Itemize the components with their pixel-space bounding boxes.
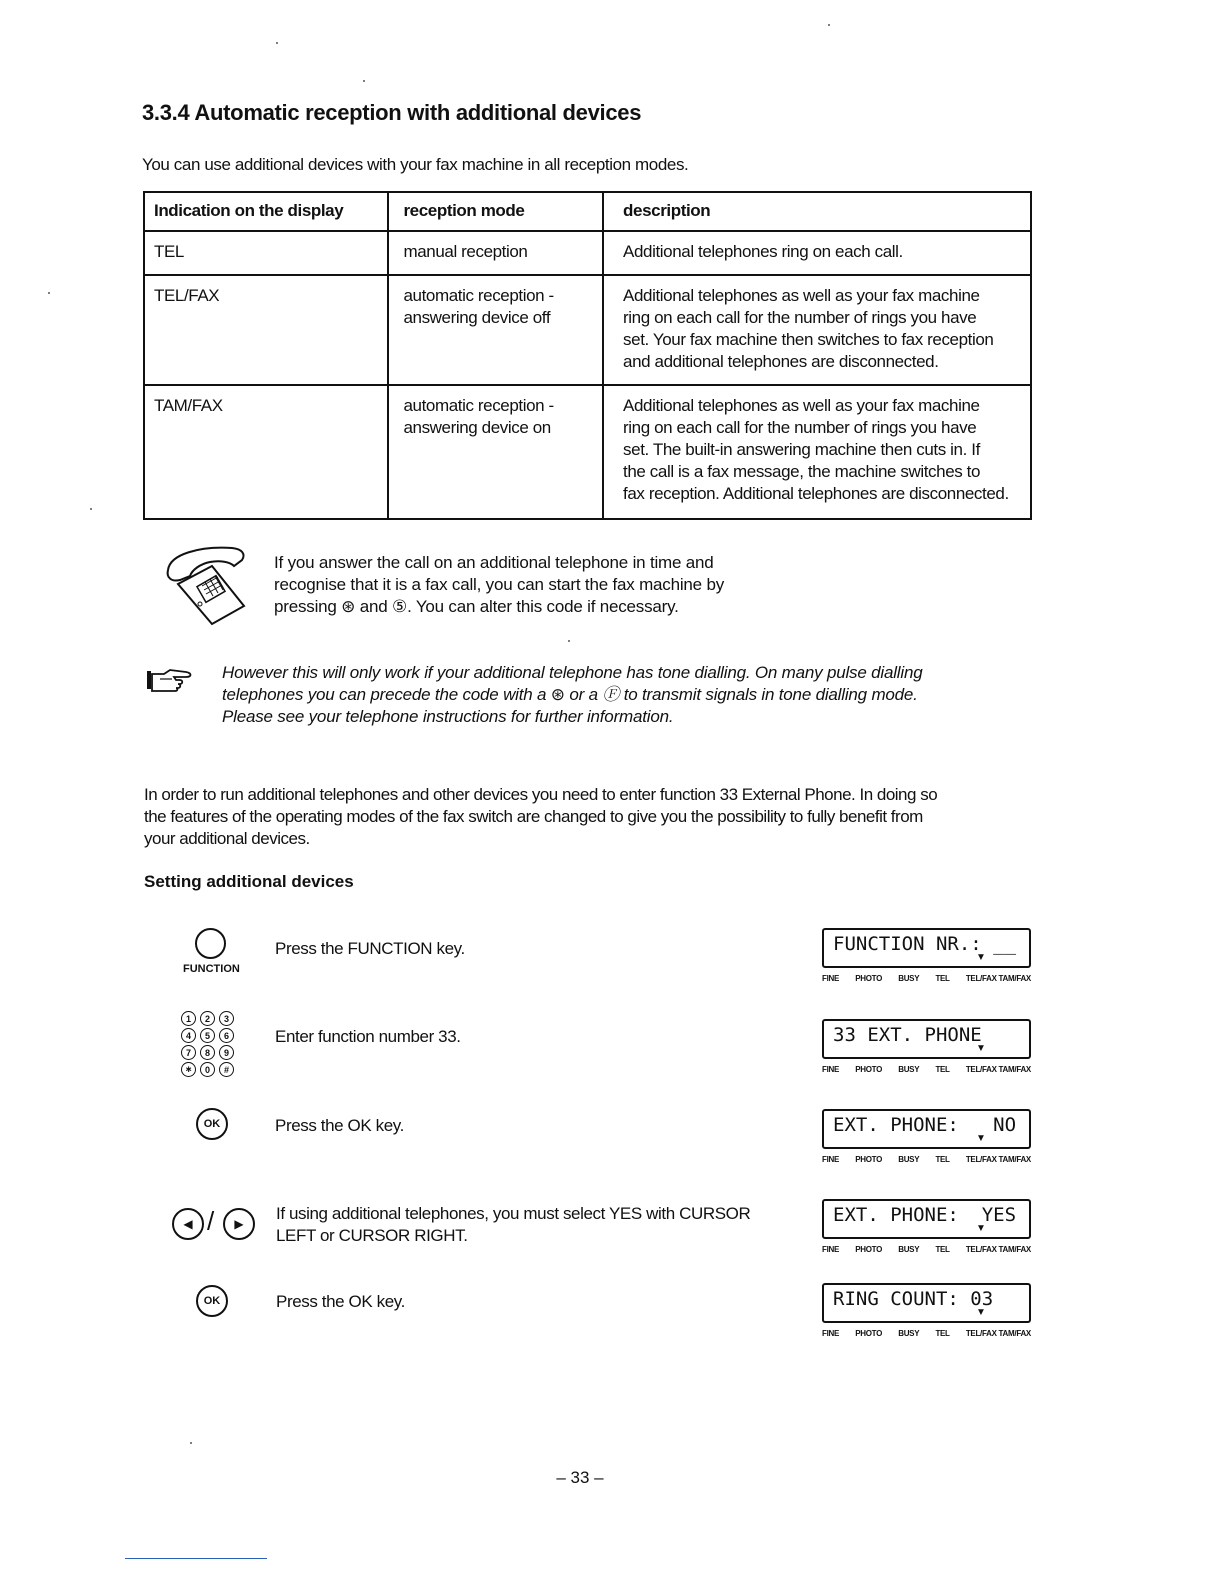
label-photo: PHOTO xyxy=(855,1065,883,1074)
label-telfax-tamfax: TEL/FAX TAM/FAX xyxy=(965,1155,1031,1164)
step-4-text: If using additional telephones, you must select YES with CURSOR LEFT or CURSOR RIGHT. xyxy=(276,1204,751,1245)
telephone-icon xyxy=(160,540,250,628)
label-telfax-tamfax: TEL/FAX TAM/FAX xyxy=(965,1329,1031,1338)
footer-rule xyxy=(125,1558,267,1559)
lcd-text: EXT. PHONE: NO xyxy=(833,1114,1017,1136)
label-photo: PHOTO xyxy=(855,1245,883,1254)
page-number: – 33 – xyxy=(556,1468,604,1487)
label-busy: BUSY xyxy=(898,1155,920,1164)
function-key-label: FUNCTION xyxy=(183,963,240,975)
keypad-digit-icon: 0 xyxy=(200,1062,215,1077)
lcd-text: EXT. PHONE: YES xyxy=(833,1204,1017,1226)
intro-text: You can use additional devices with your fax machine in all reception modes. xyxy=(142,155,689,174)
lcd-display xyxy=(822,1283,1031,1338)
keypad-digit-icon: 8 xyxy=(200,1045,215,1060)
step-2-text: Enter function number 33. xyxy=(275,1027,461,1046)
lcd-labels xyxy=(822,1065,1031,1074)
lcd-text: FUNCTION NR.: __ xyxy=(833,933,1017,955)
keypad-digit-icon: 7 xyxy=(181,1045,196,1060)
label-fine: FINE xyxy=(822,1329,840,1338)
label-fine: FINE xyxy=(822,974,840,983)
cell-description: Additional telephones as well as your fax machine ring on each call for the number of rings you have set. The built-in answering machine then cuts in. If the call is a fax message, the machine switches to fax reception. Additional telephones are disconnected. xyxy=(603,385,1031,519)
lcd-labels xyxy=(822,974,1031,983)
label-photo: PHOTO xyxy=(855,1155,883,1164)
label-busy: BUSY xyxy=(898,1245,920,1254)
tone-dialling-tip: However this will only work if your additional telephone has tone dialling. On many pulse dialling telephones you can precede the code with a ⊛ or a Ⓕ to transmit signals in tone dialling mode. Please see your telephone instructions for further information. xyxy=(222,663,923,726)
lcd-arrow-icon: ▼ xyxy=(976,952,986,963)
scan-speck xyxy=(568,640,570,642)
keypad-digit-icon: 3 xyxy=(219,1011,234,1026)
lcd-arrow-icon: ▼ xyxy=(976,1307,986,1318)
cell-mode: automatic reception - answering device on xyxy=(388,385,603,519)
label-tel: TEL xyxy=(935,1245,950,1254)
table-row xyxy=(144,275,1031,385)
table-header-row xyxy=(144,192,1031,231)
cell-mode: automatic reception - answering device off xyxy=(388,275,603,385)
cell-display: TEL/FAX xyxy=(144,275,388,385)
label-fine: FINE xyxy=(822,1065,840,1074)
section-heading: 3.3.4 Automatic reception with additional devices xyxy=(142,100,642,125)
scan-speck xyxy=(90,508,92,510)
ok-key-icon: OK xyxy=(196,1285,228,1317)
scan-speck xyxy=(828,24,830,26)
scan-speck xyxy=(276,42,278,44)
cell-description: Additional telephones as well as your fax machine ring on each call for the number of rings you have set. Your fax machine then switches to fax reception and additional telephones are disconnected. xyxy=(603,275,1031,385)
lcd-screen xyxy=(822,1199,1031,1239)
step-1-text: Press the FUNCTION key. xyxy=(275,939,465,958)
label-telfax-tamfax: TEL/FAX TAM/FAX xyxy=(965,1245,1031,1254)
reception-modes-table xyxy=(143,191,1032,520)
cursor-key-separator: / xyxy=(207,1206,215,1236)
label-busy: BUSY xyxy=(898,1065,920,1074)
lcd-screen xyxy=(822,1019,1031,1059)
lcd-labels xyxy=(822,1155,1031,1164)
lcd-display xyxy=(822,1019,1031,1074)
pointing-hand-icon xyxy=(146,668,194,694)
lcd-arrow-icon: ▼ xyxy=(976,1043,986,1054)
keypad-digit-icon: # xyxy=(219,1062,234,1077)
scan-speck xyxy=(363,80,365,82)
step-5-text: Press the OK key. xyxy=(276,1292,405,1311)
lcd-display xyxy=(822,928,1031,983)
lcd-labels xyxy=(822,1329,1031,1338)
keypad-icon xyxy=(180,1010,237,1078)
scan-speck xyxy=(48,292,50,294)
cell-display: TEL xyxy=(144,231,388,275)
label-telfax-tamfax: TEL/FAX TAM/FAX xyxy=(965,1065,1031,1074)
label-busy: BUSY xyxy=(898,974,920,983)
keypad-digit-icon: 9 xyxy=(219,1045,234,1060)
cell-description: Additional telephones ring on each call. xyxy=(603,231,1031,275)
keypad-digit-icon: 1 xyxy=(181,1011,196,1026)
lcd-arrow-icon: ▼ xyxy=(976,1133,986,1144)
label-tel: TEL xyxy=(935,1155,950,1164)
answer-call-note: If you answer the call on an additional telephone in time and recognise that it is a fax call, you can start the fax machine by pressing ⊛ and ⑤. You can alter this code if necessary. xyxy=(274,553,725,616)
label-busy: BUSY xyxy=(898,1329,920,1338)
function-key-icon xyxy=(195,928,226,959)
label-photo: PHOTO xyxy=(855,974,883,983)
lcd-text: RING COUNT: 03 xyxy=(833,1288,994,1310)
keypad-digit-icon: ∗ xyxy=(181,1062,196,1077)
label-photo: PHOTO xyxy=(855,1329,883,1338)
label-tel: TEL xyxy=(935,974,950,983)
setting-devices-subheading: Setting additional devices xyxy=(144,872,354,891)
lcd-text: 33 EXT. PHONE xyxy=(833,1024,982,1046)
ok-key-icon: OK xyxy=(196,1108,228,1140)
lcd-display xyxy=(822,1109,1031,1164)
scan-speck xyxy=(190,1442,192,1444)
function-33-paragraph: In order to run additional telephones and other devices you need to enter function 33 External Phone. In doing so the features of the operating modes of the fax switch are changed to give you the possibility to fully benefit from your additional devices. xyxy=(144,785,938,848)
cell-display: TAM/FAX xyxy=(144,385,388,519)
lcd-labels xyxy=(822,1245,1031,1254)
step-3-text: Press the OK key. xyxy=(275,1116,404,1135)
keypad-digit-icon: 2 xyxy=(200,1011,215,1026)
label-tel: TEL xyxy=(935,1065,950,1074)
keypad-digit-icon: 5 xyxy=(200,1028,215,1043)
lcd-screen xyxy=(822,1283,1031,1323)
header-description: description xyxy=(603,192,1031,231)
lcd-display xyxy=(822,1199,1031,1254)
cursor-left-icon: ◀ xyxy=(172,1208,204,1240)
label-fine: FINE xyxy=(822,1245,840,1254)
table-row xyxy=(144,385,1031,519)
label-tel: TEL xyxy=(935,1329,950,1338)
table-row xyxy=(144,231,1031,275)
label-fine: FINE xyxy=(822,1155,840,1164)
lcd-screen xyxy=(822,1109,1031,1149)
header-display: Indication on the display xyxy=(144,192,388,231)
cursor-right-icon: ▶ xyxy=(223,1208,255,1240)
lcd-screen xyxy=(822,928,1031,968)
lcd-arrow-icon: ▼ xyxy=(976,1223,986,1234)
label-telfax-tamfax: TEL/FAX TAM/FAX xyxy=(965,974,1031,983)
keypad-digit-icon: 4 xyxy=(181,1028,196,1043)
cell-mode: manual reception xyxy=(388,231,603,275)
keypad-digit-icon: 6 xyxy=(219,1028,234,1043)
header-reception-mode: reception mode xyxy=(388,192,603,231)
